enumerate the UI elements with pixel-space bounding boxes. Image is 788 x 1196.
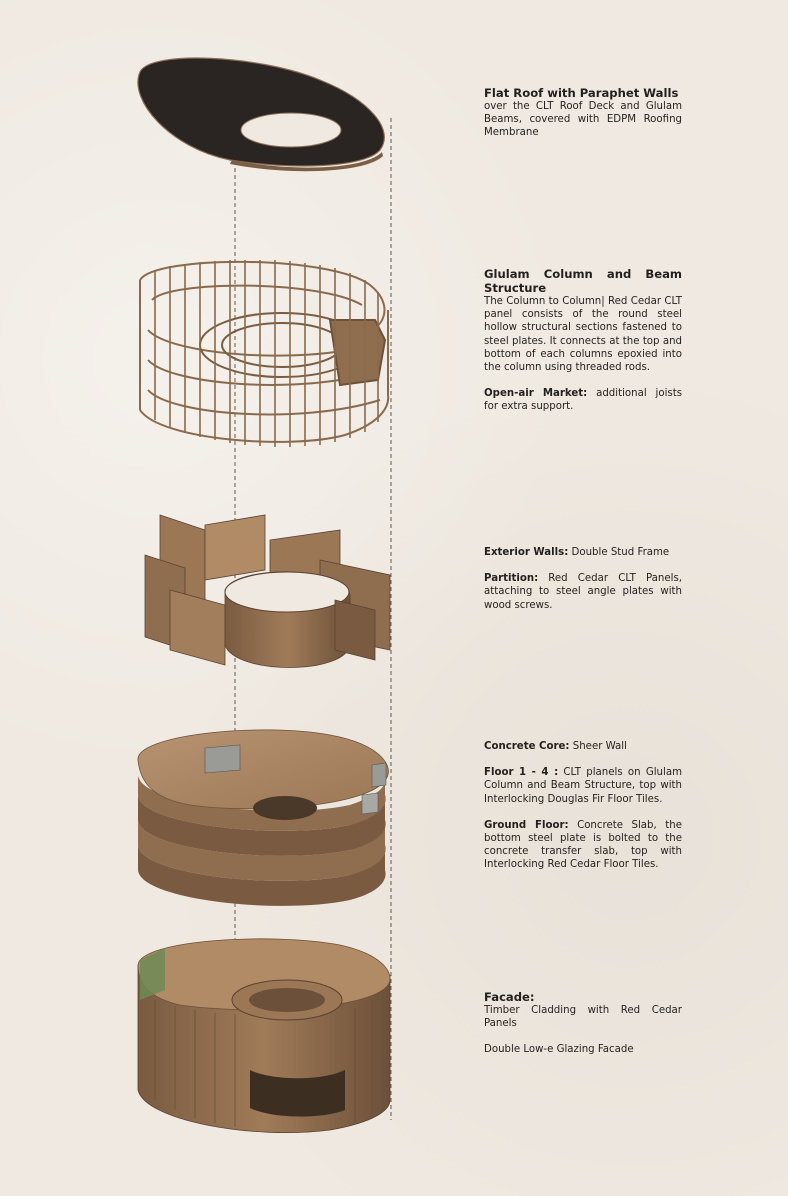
concrete-core-left (205, 745, 240, 773)
concrete-core-right (372, 763, 386, 787)
note-floors-item3-label: Ground Floor: (484, 819, 569, 831)
note-structure-sub-body: additional joists for extra support. (484, 388, 683, 413)
note-facade (484, 990, 682, 1057)
note-structure-title: Glulam Column and Beam Structure (484, 267, 682, 295)
note-roof-body: over the CLT Roof Deck and Glulam Beams, covered with EDPM Rooﬁng Membrane (484, 101, 682, 139)
note-structure (484, 267, 682, 414)
note-walls-item1-body: Double Stud Frame (568, 547, 670, 558)
floor-courtyard-opening (253, 796, 317, 820)
note-walls-item2-body: Red Cedar CLT Panels, attaching to steel angle plates with wood screws. (484, 573, 682, 611)
note-floors-item2-body: CLT planels on Glulam Column and Beam Structure, top with Interlocking Douglas Fir Floor Tiles. (484, 767, 682, 805)
note-roof-title: Flat Roof with Paraphet Walls (484, 86, 679, 100)
concrete-core-center (362, 793, 378, 814)
note-walls-item2-label: Partition: (484, 573, 539, 585)
note-floors-item2-label: Floor 1 - 4 : (484, 767, 559, 779)
floor-slabs (138, 730, 388, 906)
note-walls (484, 546, 682, 612)
note-floors-item1-body: Sheer Wall (569, 741, 627, 752)
note-floors-item3-body: Concrete Slab, the bottom steel plate is bolted to the concrete transfer slab, top with Interlocking Red Cedar Floor Tiles. (484, 819, 682, 871)
note-structure-body: The Column to Column| Red Cedar CLT panel consists of the round steel hollow structural sections fastened to steel plates. It connects at the top and bottom of each columns epoxied into the column using threaded rods. (484, 296, 682, 374)
walls-and-partitions (145, 515, 390, 668)
note-structure-sub-label: Open-air Market: (484, 388, 588, 400)
note-roof (484, 86, 682, 140)
note-floors (484, 740, 682, 872)
note-facade-body: Timber Cladding with Red Cedar Panels (484, 1005, 682, 1030)
roof-courtyard-opening (241, 113, 341, 147)
note-facade-body2: Double Low-e Glazing Facade (484, 1044, 634, 1056)
glulam-structure (140, 260, 388, 447)
note-floors-item1-label: Concrete Core: (484, 741, 570, 752)
note-facade-title: Facade: (484, 990, 535, 1004)
roof-slab (138, 58, 384, 171)
facade-volume (138, 939, 390, 1133)
note-walls-item1-label: Exterior Walls: (484, 547, 569, 558)
